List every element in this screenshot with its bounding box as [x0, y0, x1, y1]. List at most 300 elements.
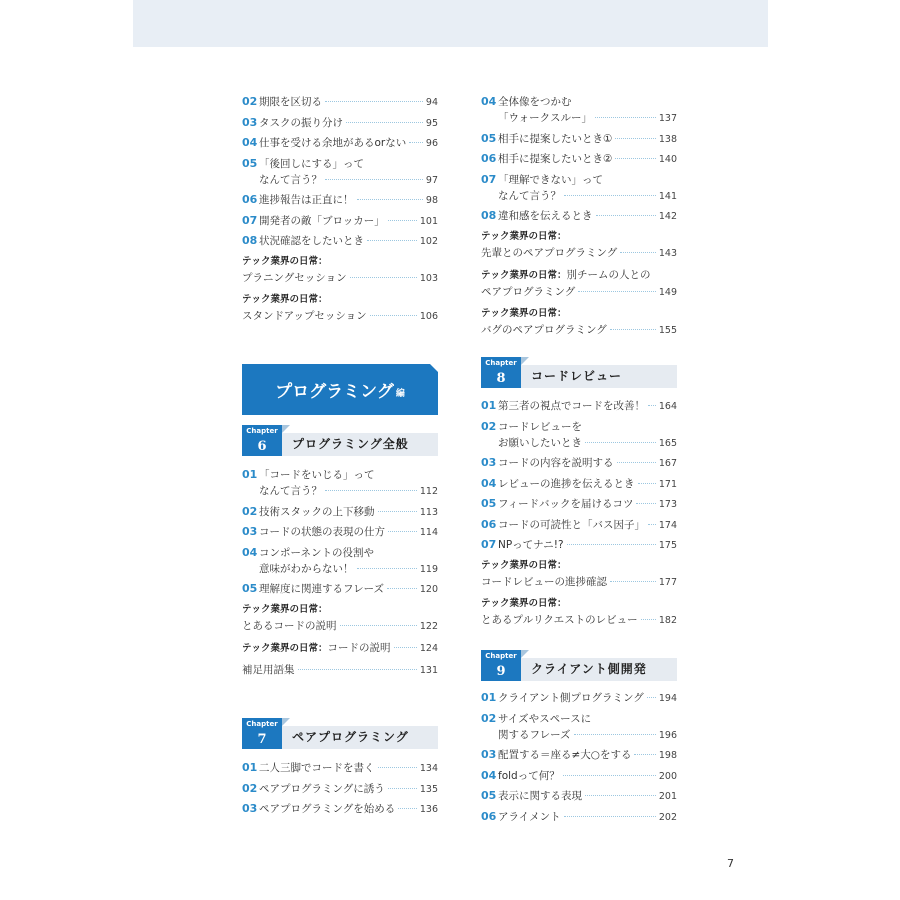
entry-page: 124: [419, 642, 438, 654]
leader-dots: [563, 775, 656, 776]
entry-body: [259, 524, 438, 541]
toc-entry[interactable]: [242, 662, 438, 679]
entry-body: [259, 213, 438, 230]
daily-label: テック業界の日常：: [481, 269, 567, 281]
entry-body: [259, 192, 438, 209]
entry-body: [259, 545, 438, 578]
chapter-badge: [242, 425, 282, 456]
entry-line: [242, 602, 438, 618]
entry-number: 04: [242, 545, 258, 559]
leader-dots: [350, 277, 417, 278]
leader-dots: [325, 101, 423, 102]
entry-title: コードの状態の表現の仕方: [259, 526, 385, 538]
entry-number: 06: [481, 517, 497, 531]
toc-entry[interactable]: [481, 172, 677, 205]
toc-list: [481, 94, 677, 344]
toc-entry[interactable]: [242, 292, 438, 325]
entry-line: [259, 545, 438, 561]
entry-page: 102: [419, 236, 438, 247]
entry-page: 196: [658, 729, 677, 741]
toc-entry[interactable]: [481, 398, 677, 415]
entry-page: 136: [419, 804, 438, 815]
entry-body: [481, 596, 677, 629]
toc-entry[interactable]: [242, 524, 438, 541]
entry-body: [481, 267, 677, 301]
toc-entry[interactable]: [242, 640, 438, 657]
entry-line: [259, 233, 438, 250]
entry-page: 200: [658, 770, 677, 782]
entry-title: フィードバックを届けるコツ: [498, 498, 634, 510]
daily-label: テック業界の日常：: [481, 307, 567, 319]
leader-dots: [567, 544, 656, 545]
entry-body: [498, 690, 677, 707]
entry-title: 期限を区切る: [259, 96, 322, 108]
leader-dots: [340, 625, 417, 626]
entry-page: 95: [425, 117, 438, 129]
entry-body: [498, 768, 677, 785]
entry-page: 149: [658, 286, 677, 298]
entry-title: 第三者の視点でコードを改善！: [498, 400, 645, 412]
entry-line: [259, 581, 438, 598]
entry-number: 05: [242, 156, 258, 170]
entry-title: コードの説明: [327, 641, 391, 654]
entry-line: [481, 245, 677, 262]
entry-line: [259, 115, 438, 132]
entry-page: 103: [419, 272, 438, 284]
entry-body: [242, 640, 438, 657]
leader-dots: [634, 754, 655, 755]
chapter-header-9: [481, 650, 677, 681]
entry-line: [481, 306, 677, 322]
entry-page: 142: [658, 211, 677, 222]
entry-number: 08: [481, 209, 497, 222]
leader-dots: [648, 524, 656, 525]
toc-entry[interactable]: [481, 151, 677, 168]
entry-number: 01: [481, 399, 497, 412]
entry-page: 106: [419, 310, 438, 322]
leader-dots: [610, 329, 656, 330]
toc-entry[interactable]: [242, 156, 438, 189]
entry-body: [498, 398, 677, 415]
entry-line: [259, 135, 438, 152]
entry-title: 全体像をつかむ: [498, 96, 572, 108]
leader-dots: [394, 647, 417, 648]
toc-entry[interactable]: [481, 809, 677, 826]
chapter-label: Chapter: [485, 359, 517, 367]
entry-line: [259, 801, 438, 818]
entry-title: アライメント: [498, 810, 561, 823]
toc-entry[interactable]: [481, 768, 677, 785]
entry-number: 04: [481, 768, 497, 782]
toc-entry[interactable]: [481, 747, 677, 764]
entry-line: [498, 110, 677, 127]
entry-body: [242, 662, 438, 679]
entry-line: [498, 398, 677, 415]
daily-label: テック業界の日常：: [242, 603, 328, 615]
entry-page: 114: [419, 527, 438, 538]
leader-dots: [367, 240, 417, 241]
entry-page: 135: [419, 783, 438, 795]
entry-title: 関するフレーズ: [498, 728, 571, 741]
entry-number: 01: [242, 761, 258, 774]
toc-entry[interactable]: [481, 517, 677, 534]
entry-number: 01: [242, 468, 258, 481]
leader-dots: [298, 669, 417, 670]
entry-line: [259, 467, 438, 483]
entry-body: [242, 292, 438, 325]
entry-body: [498, 517, 677, 534]
entry-body: [242, 254, 438, 287]
entry-line: [498, 537, 677, 554]
entry-title: 補足用語集: [242, 663, 295, 676]
toc-entry[interactable]: [242, 760, 438, 777]
entry-line: [498, 727, 677, 744]
entry-title: 「ウォークスルー」: [498, 112, 592, 124]
entry-number: 02: [242, 95, 258, 108]
entry-page: 113: [419, 506, 438, 518]
entry-body: [498, 94, 677, 127]
entry-line: [498, 419, 677, 435]
chapter-header-8: [481, 357, 677, 388]
toc-entry[interactable]: [481, 455, 677, 472]
entry-page: 175: [658, 540, 677, 551]
entry-page: 182: [658, 614, 677, 626]
entry-title: レビューの進捗を伝えるとき: [498, 477, 635, 490]
entry-body: [259, 115, 438, 132]
entry-body: [498, 496, 677, 513]
toc-entry[interactable]: [481, 131, 677, 148]
entry-line: [242, 308, 438, 325]
entry-body: [259, 135, 438, 152]
entry-body: [481, 558, 677, 591]
entry-body: [259, 467, 438, 500]
entry-title: 開発者の敵「ブロッカー」: [259, 214, 385, 227]
entry-number: 01: [481, 691, 497, 704]
entry-title: 進捗報告は正直に！: [259, 194, 354, 206]
entry-line: [259, 213, 438, 230]
entry-line: [498, 188, 677, 205]
entry-page: 143: [658, 247, 677, 259]
toc-entry[interactable]: [242, 504, 438, 521]
toc-entry[interactable]: [481, 208, 677, 225]
entry-page: 165: [658, 437, 677, 449]
chapter-number: 7: [257, 732, 267, 747]
chapter-title: ペアプログラミング: [292, 730, 409, 744]
entry-line: [259, 504, 438, 521]
entry-line: [498, 476, 677, 493]
entry-line: [242, 254, 438, 270]
toc-list: [242, 94, 438, 330]
entry-title: 相手に提案したいとき①: [498, 132, 613, 145]
entry-number: 06: [242, 193, 258, 206]
entry-number: 07: [481, 172, 497, 186]
entry-line: [498, 788, 677, 805]
chapter-number: 9: [496, 664, 506, 679]
entry-body: [259, 504, 438, 521]
toc-list: [481, 398, 677, 634]
entry-title: コードレビューを: [498, 420, 582, 433]
toc-entry[interactable]: [242, 192, 438, 209]
entry-number: 02: [242, 504, 258, 518]
toc-entry[interactable]: [242, 781, 438, 798]
entry-body: [259, 760, 438, 777]
entry-title: 「コードをいじる」って: [259, 469, 375, 481]
entry-title: NPってナニ!?: [498, 539, 564, 551]
entry-body: [259, 581, 438, 598]
toc-entry[interactable]: [242, 801, 438, 818]
toc-entry[interactable]: [481, 496, 677, 513]
part-title: プログラミング: [275, 382, 394, 402]
entry-body: [498, 788, 677, 805]
entry-line: [481, 558, 677, 574]
toc-entry[interactable]: [481, 558, 677, 591]
entry-title: 相手に提案したいとき②: [498, 153, 613, 165]
entry-number: 04: [242, 136, 258, 149]
entry-body: [498, 747, 677, 764]
entry-number: 05: [242, 582, 258, 595]
entry-title: バグのペアプログラミング: [481, 323, 607, 336]
entry-body: [481, 306, 677, 339]
toc-entry[interactable]: [242, 254, 438, 287]
entry-line: [259, 561, 438, 578]
toc-entry[interactable]: [481, 306, 677, 339]
entry-number: 03: [242, 802, 258, 815]
chapter-badge: [481, 357, 521, 388]
entry-number: 07: [242, 213, 258, 227]
toc-entry[interactable]: [481, 267, 677, 301]
leader-dots: [615, 138, 655, 139]
entry-body: [498, 809, 677, 826]
entry-title: 技術スタックの上下移動: [259, 505, 375, 518]
toc-entry[interactable]: [242, 545, 438, 578]
leader-dots: [596, 215, 656, 216]
entry-title: foldって何？: [498, 769, 560, 782]
leader-dots: [346, 122, 423, 123]
entry-title: お願いしたいとき: [498, 436, 582, 449]
entry-page: 134: [419, 763, 438, 774]
entry-page: 137: [658, 113, 677, 124]
entry-page: 96: [425, 138, 438, 149]
entry-body: [498, 131, 677, 148]
chapter-label: Chapter: [485, 652, 517, 660]
entry-number: 02: [481, 711, 497, 725]
page-number: 7: [727, 857, 734, 870]
leader-dots: [585, 795, 656, 796]
entry-body: [259, 801, 438, 818]
entry-title: とあるプルリクエストのレビュー: [481, 613, 638, 626]
leader-dots: [325, 490, 417, 491]
entry-page: 198: [658, 750, 677, 761]
entry-title: コードの内容を説明する: [498, 457, 614, 469]
entry-number: 06: [481, 152, 497, 165]
entry-line: [242, 270, 438, 287]
entry-line: [259, 760, 438, 777]
part-suffix: 編: [395, 389, 405, 399]
entry-number: 04: [481, 95, 497, 108]
entry-line: [481, 322, 677, 339]
entry-title: 理解度に関連するフレーズ: [259, 583, 385, 595]
entry-page: 120: [419, 584, 438, 595]
entry-title: 先輩とのペアプログラミング: [481, 246, 618, 259]
daily-label: テック業界の日常：: [481, 230, 567, 242]
leader-dots: [357, 199, 423, 200]
entry-line: [481, 574, 677, 591]
toc-entry[interactable]: [242, 135, 438, 152]
leader-dots: [595, 117, 656, 118]
entry-title: ペアプログラミングを始める: [259, 803, 396, 815]
entry-line: [259, 524, 438, 541]
entry-page: 173: [658, 499, 677, 510]
chapter-title: コードレビュー: [531, 369, 623, 383]
entry-line: [242, 640, 438, 657]
daily-label: テック業界の日常：: [481, 597, 567, 609]
entry-number: 05: [481, 497, 497, 510]
entry-page: 174: [658, 519, 677, 531]
entry-line: [498, 151, 677, 168]
toc-entry[interactable]: [242, 115, 438, 132]
entry-line: [498, 94, 677, 110]
entry-body: [498, 419, 677, 452]
entry-page: 101: [419, 215, 438, 227]
entry-line: [481, 612, 677, 629]
leader-dots: [620, 252, 656, 253]
entry-number: 05: [481, 789, 497, 802]
entry-page: 155: [658, 324, 677, 336]
entry-page: 171: [658, 478, 677, 490]
entry-body: [259, 94, 438, 111]
leader-dots: [641, 619, 656, 620]
entry-page: 94: [425, 97, 438, 108]
entry-body: [498, 711, 677, 744]
leader-dots: [564, 195, 656, 196]
entry-page: 164: [658, 401, 677, 412]
daily-label: テック業界の日常：: [242, 255, 328, 267]
entry-body: [259, 233, 438, 250]
entry-line: [242, 662, 438, 679]
entry-page: 202: [658, 811, 677, 823]
chapter-title: クライアント側開発: [531, 662, 647, 676]
entry-body: [498, 537, 677, 554]
toc-entry[interactable]: [242, 94, 438, 111]
leader-dots: [647, 697, 656, 698]
entry-page: 98: [425, 195, 438, 206]
entry-number: 02: [242, 781, 258, 795]
entry-title: なんて言う？: [259, 485, 322, 497]
leader-dots: [617, 462, 656, 463]
entry-line: [259, 172, 438, 189]
entry-number: 02: [481, 419, 497, 433]
entry-body: [259, 781, 438, 798]
entry-line: [498, 435, 677, 452]
toc-entry[interactable]: [481, 596, 677, 629]
entry-title: 「理解できない」って: [498, 173, 603, 186]
entry-number: 05: [481, 131, 497, 145]
chapter-label: Chapter: [246, 427, 278, 435]
entry-line: [498, 809, 677, 826]
entry-body: [242, 602, 438, 635]
entry-line: [498, 496, 677, 513]
entry-line: [481, 229, 677, 245]
toc-entry[interactable]: [481, 788, 677, 805]
toc-entry[interactable]: [481, 690, 677, 707]
toc-entry[interactable]: [481, 476, 677, 493]
chapter-number: 8: [496, 371, 506, 386]
leader-dots: [388, 788, 417, 789]
toc-entry[interactable]: [481, 94, 677, 127]
entry-body: [259, 156, 438, 189]
entry-page: 141: [658, 190, 677, 202]
entry-body: [481, 229, 677, 262]
leader-dots: [574, 734, 656, 735]
entry-title: 表示に関する表現: [498, 790, 582, 802]
leader-dots: [615, 158, 655, 159]
daily-label: テック業界の日常：: [242, 293, 328, 305]
entry-title: プラニングセッション: [242, 271, 347, 284]
entry-title: 二人三脚でコードを書く: [259, 762, 375, 774]
leader-dots: [387, 588, 417, 589]
toc-entry[interactable]: [242, 602, 438, 635]
entry-title: 配置する＝座る≠大○をする: [498, 749, 632, 761]
entry-title: コンポーネントの役割や: [259, 546, 374, 559]
entry-line: [498, 517, 677, 534]
daily-label: テック業界の日常：: [242, 642, 328, 654]
toc-entry[interactable]: [242, 233, 438, 250]
entry-line: [498, 172, 677, 188]
entry-line: [259, 94, 438, 111]
entry-page: 201: [658, 791, 677, 802]
entry-title: タスクの振り分け: [259, 116, 343, 129]
entry-page: 177: [658, 576, 677, 588]
entry-line: [481, 267, 677, 284]
entry-number: 07: [481, 538, 497, 551]
chapter-header-6: [242, 425, 438, 456]
toc-entry[interactable]: [481, 229, 677, 262]
leader-dots: [638, 483, 656, 484]
toc-list: [242, 467, 438, 682]
entry-number: 06: [481, 809, 497, 823]
entry-title: コードレビューの進捗確認: [481, 575, 607, 588]
toc-entry[interactable]: [481, 537, 677, 554]
entry-title: サイズやスペースに: [498, 712, 592, 725]
toc-entry[interactable]: [481, 419, 677, 452]
entry-line: [498, 131, 677, 148]
toc-entry[interactable]: [242, 467, 438, 500]
toc-entry[interactable]: [242, 581, 438, 598]
leader-dots: [648, 405, 656, 406]
entry-line: [242, 292, 438, 308]
toc-list: [481, 690, 677, 829]
entry-line: [259, 192, 438, 209]
entry-line: [498, 690, 677, 707]
entry-number: 03: [242, 115, 258, 129]
entry-title: コードの可読性と「バス因子」: [498, 518, 645, 531]
entry-number: 03: [242, 525, 258, 538]
toc-entry[interactable]: [242, 213, 438, 230]
entry-title: 仕事を受ける余地があるorない: [259, 137, 407, 149]
toc-entry[interactable]: [481, 711, 677, 744]
chapter-label: Chapter: [246, 720, 278, 728]
leader-dots: [636, 503, 655, 504]
entry-body: [498, 208, 677, 225]
entry-line: [481, 284, 677, 301]
chapter-header-7: [242, 718, 438, 749]
entry-title: なんて言う？: [259, 173, 322, 186]
entry-title: 「後回しにする」って: [259, 157, 364, 170]
leader-dots: [388, 531, 417, 532]
entry-line: [498, 711, 677, 727]
entry-title: 別チームの人との: [566, 268, 651, 281]
chapter-number: 6: [257, 439, 267, 454]
